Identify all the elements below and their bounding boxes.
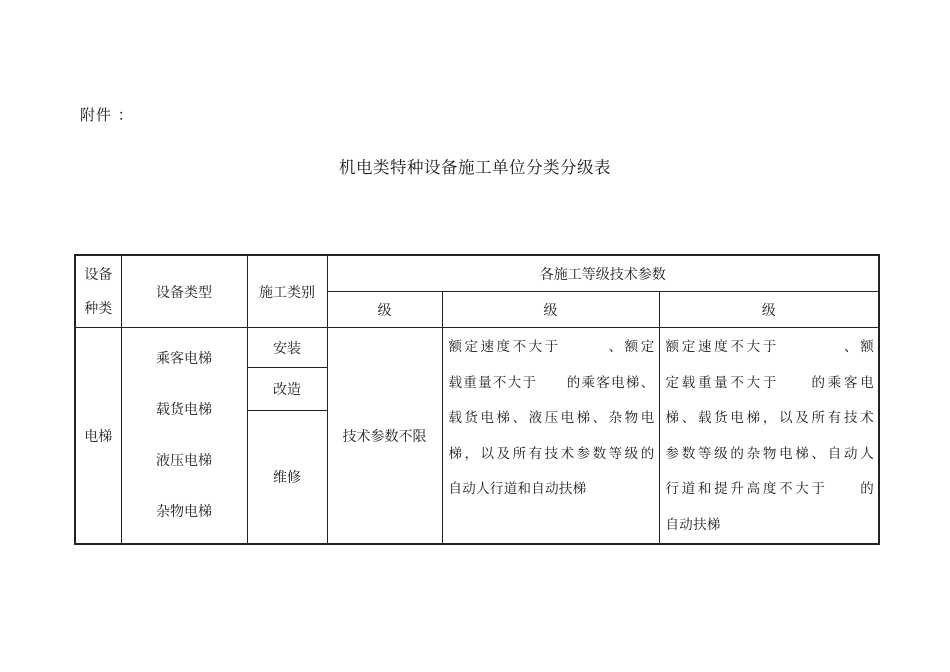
type-item: 乘客电梯 — [156, 350, 212, 367]
grade-3-line: 额定速度不大于 、额 — [665, 339, 874, 355]
grade-3-line: 参数等级的杂物电梯、自动人 — [665, 445, 874, 462]
row-install — [75, 328, 879, 368]
header-category-line1: 设备 — [84, 266, 113, 283]
grade-2-line: 载重量不大于 的乘客电梯、 — [448, 374, 655, 391]
header-row-1 — [75, 255, 879, 292]
work-install: 安装 — [247, 328, 327, 368]
work-modify: 改造 — [247, 368, 327, 410]
type-item: 杂物电梯 — [156, 503, 212, 520]
header-category — [75, 255, 121, 328]
grade-2-line: 自动人行道和自动扶梯 — [448, 481, 587, 497]
document-title: 机电类特种设备施工单位分类分级表 — [339, 158, 611, 177]
header-params: 各施工等级技术参数 — [327, 255, 879, 292]
attachment-label: 附件 ： — [80, 106, 134, 124]
header-grade-2: 级 — [442, 292, 659, 328]
type-item: 液压电梯 — [156, 452, 212, 469]
work-maintain: 维修 — [247, 410, 327, 544]
grade-1-cell: 技术参数不限 — [327, 328, 442, 545]
grade-3-line: 梯、载货电梯，以及所有技术 — [665, 410, 874, 426]
grade-3-line: 自动扶梯 — [665, 516, 721, 533]
type-item: 载货电梯 — [156, 401, 212, 418]
header-category-line2: 种类 — [84, 300, 113, 317]
equipment-types-cell — [121, 328, 247, 545]
classification-table — [74, 254, 880, 545]
grade-2-line: 载货电梯、液压电梯、杂物电 — [448, 410, 655, 426]
header-grade-1: 级 — [327, 292, 442, 328]
grade-3-line: 定载重量不大于 的乘客电 — [665, 374, 874, 391]
header-work: 施工类别 — [247, 255, 327, 328]
grade-2-line: 梯，以及所有技术参数等级的 — [448, 445, 655, 462]
grade-3-cell — [659, 328, 879, 545]
header-grade-3: 级 — [659, 292, 879, 328]
grade-2-cell — [442, 328, 659, 545]
grade-2-line: 额定速度不大于 、额定 — [448, 339, 655, 355]
grade-3-line: 行道和提升高度不大于 的 — [665, 481, 874, 497]
header-type: 设备类型 — [121, 255, 247, 328]
category-cell: 电梯 — [75, 328, 121, 545]
